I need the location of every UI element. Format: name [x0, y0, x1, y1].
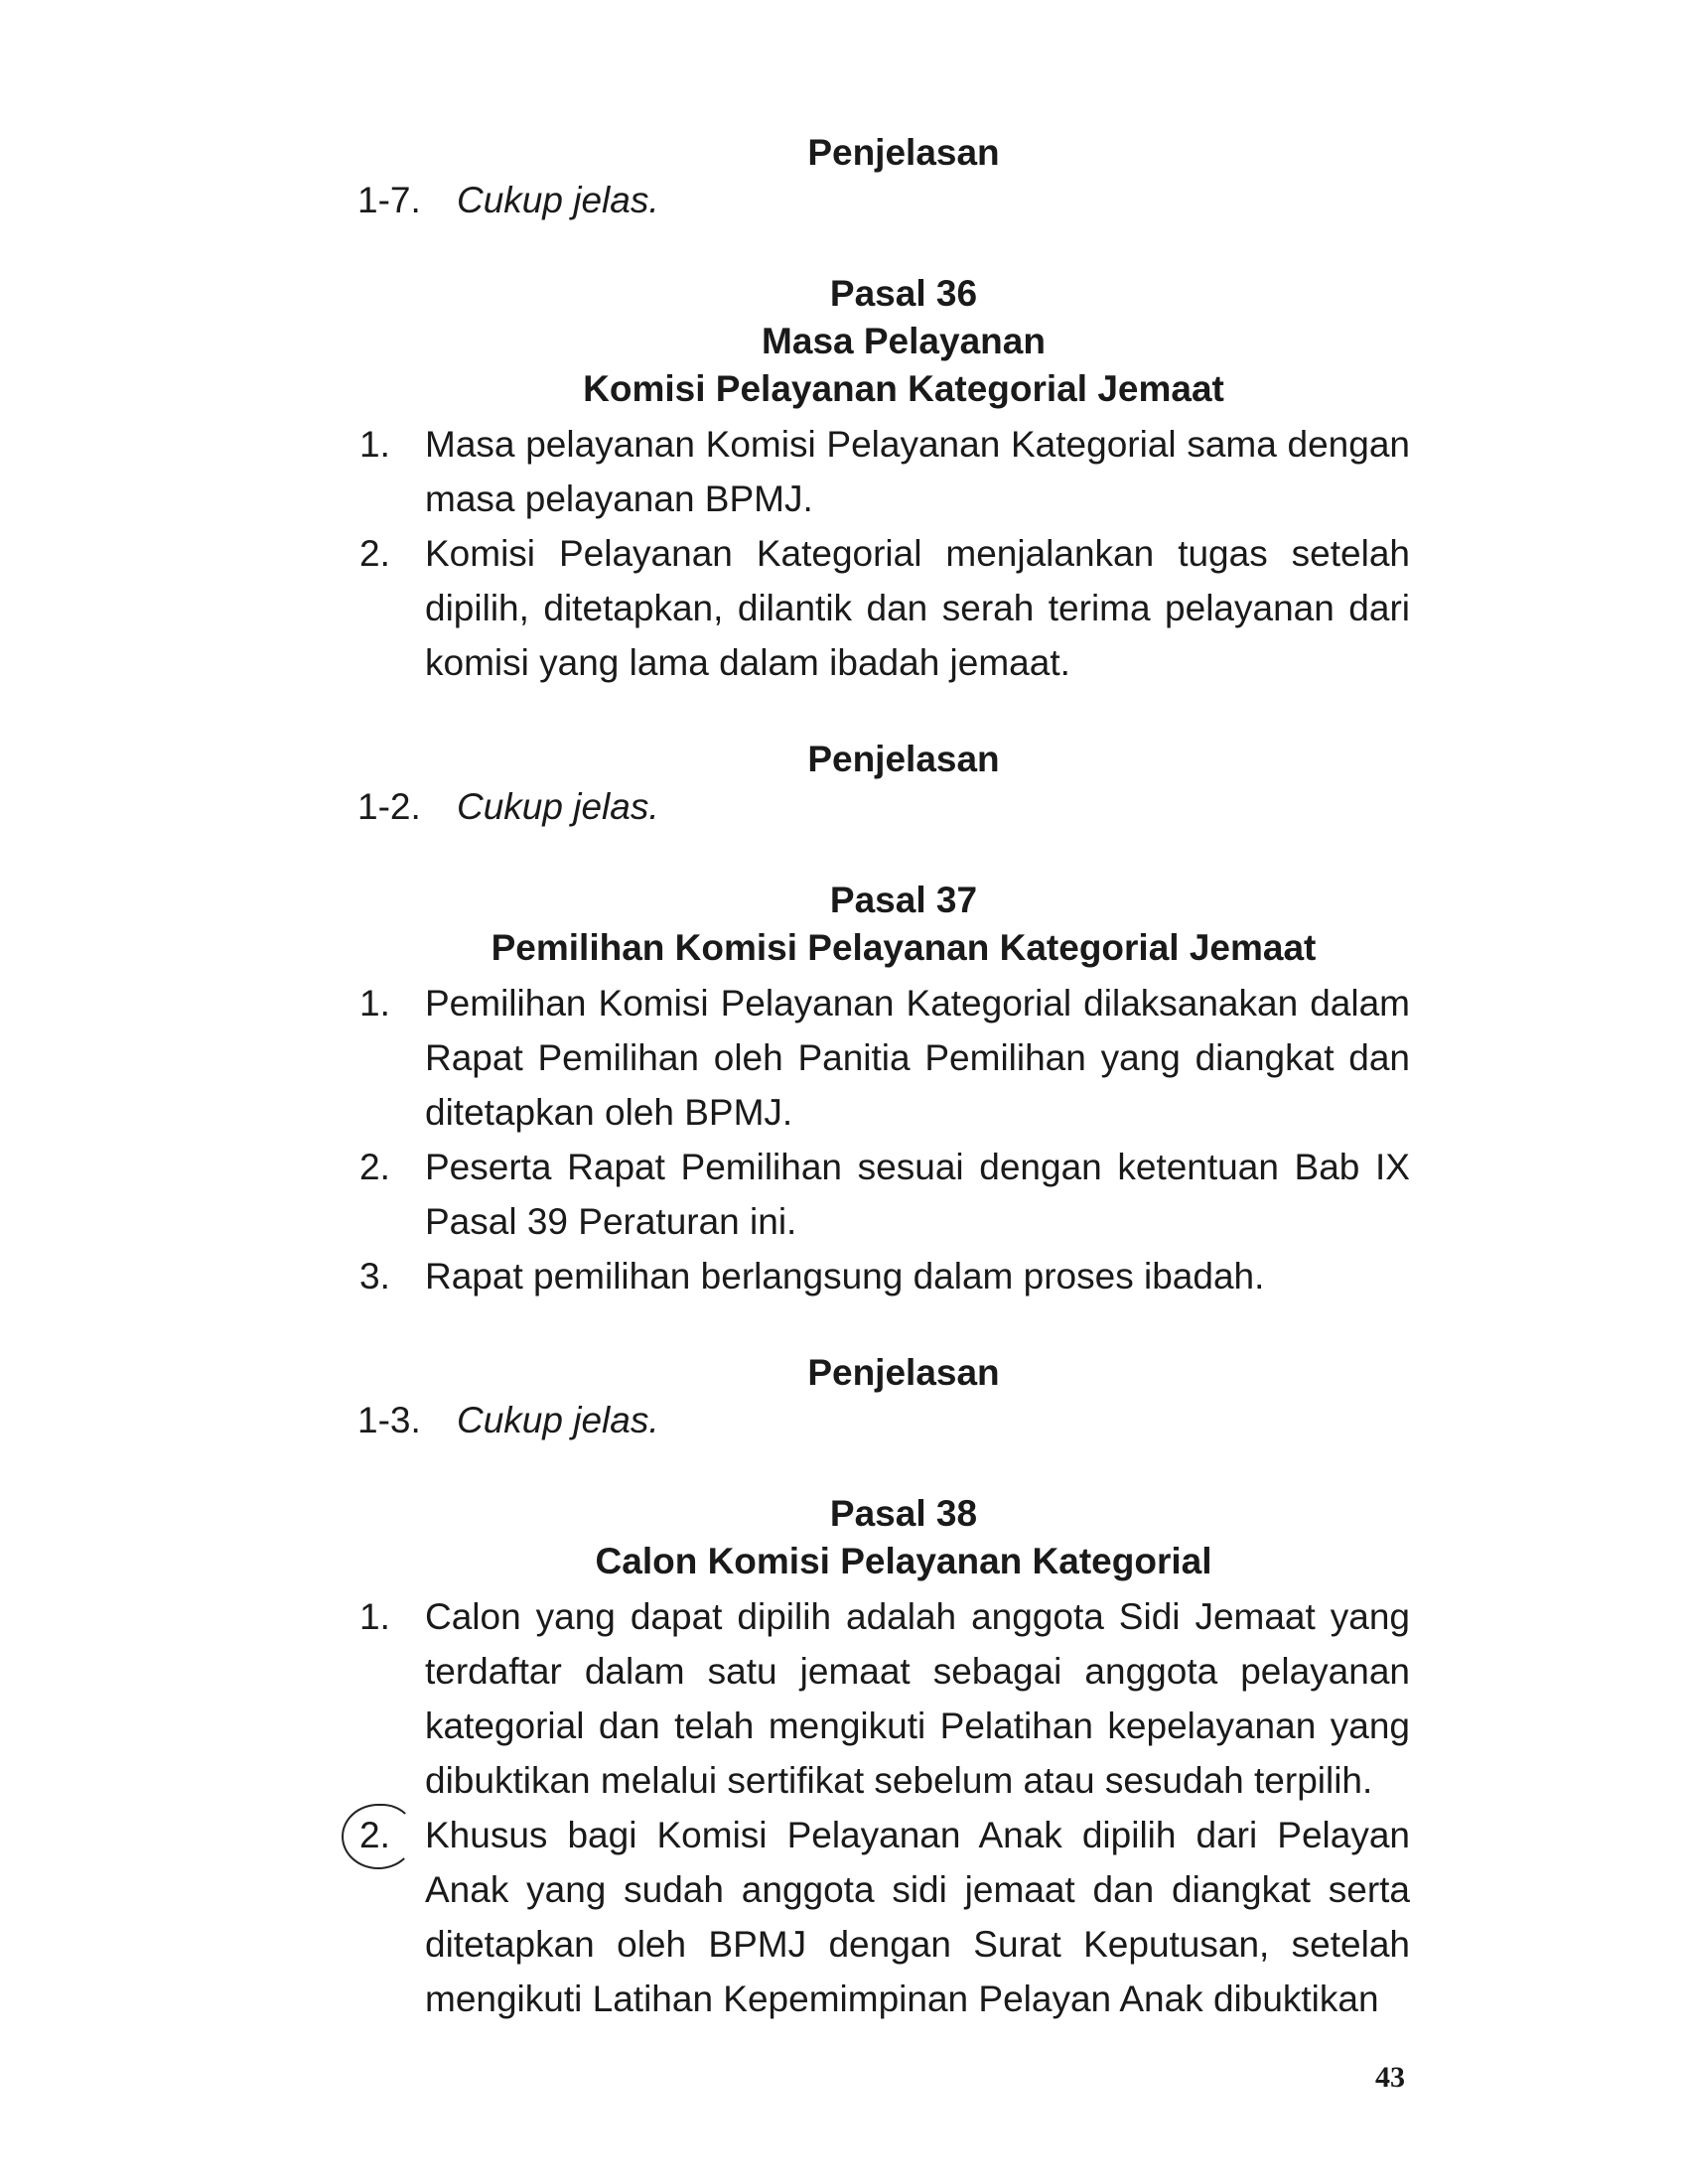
pasal-37-heading-block: [357, 877, 1410, 972]
item-number: 2.: [359, 533, 390, 574]
item-text: Rapat pemilihan berlangsung dalam proses ibadah.: [425, 1256, 1265, 1297]
list-item: [357, 417, 1410, 526]
note-number: 1-7.: [357, 180, 421, 220]
note-number: 1-2.: [357, 786, 421, 827]
pasal-38-items: [357, 1589, 1410, 2026]
pasal-37-items: [357, 976, 1410, 1303]
list-item: [357, 1808, 1410, 2026]
list-item: [357, 526, 1410, 690]
item-number: 1.: [359, 424, 390, 465]
pasal-number: Pasal 36: [829, 273, 978, 314]
item-number: 1.: [359, 983, 390, 1024]
penjelasan-note: [357, 783, 1410, 831]
list-item: [357, 976, 1410, 1140]
pasal-title: Calon Komisi Pelayanan Kategorial: [595, 1541, 1212, 1581]
pasal-title: Masa Pelayanan: [762, 321, 1046, 361]
note-number: 1-3.: [357, 1400, 421, 1440]
page-number: 43: [1375, 2061, 1405, 2094]
note-text: Cukup jelas.: [457, 786, 659, 827]
penjelasan-heading: Penjelasan: [807, 132, 1000, 173]
item-text: Masa pelayanan Komisi Pelayanan Kategorial sama dengan masa pelayanan BPMJ.: [425, 424, 1410, 519]
pasal-36-heading-block: [357, 270, 1410, 413]
penjelasan-note: [357, 1397, 1410, 1444]
document-page: [357, 129, 1410, 2026]
penjelasan-heading: Penjelasan: [807, 1352, 1000, 1393]
item-text: Khusus bagi Komisi Pelayanan Anak dipilih dari Pelayan Anak yang sudah anggota sidi jemaat dan diangkat serta ditetapkan oleh BPMJ dengan Surat Keputusan, setelah mengikuti Latihan Kepemimpinan Pelayan Anak dibuktikan: [425, 1815, 1410, 2019]
penjelasan-heading: Penjelasan: [807, 739, 1000, 779]
note-text: Cukup jelas.: [457, 180, 659, 220]
penjelasan-note: [357, 177, 1410, 224]
item-text: Peserta Rapat Pemilihan sesuai dengan ketentuan Bab IX Pasal 39 Peraturan ini.: [425, 1147, 1410, 1242]
item-text: Komisi Pelayanan Kategorial menjalankan tugas setelah dipilih, ditetapkan, dilantik dan serah terima pelayanan dari komisi yang lama dalam ibadah jemaat.: [425, 533, 1410, 683]
list-item: [357, 1249, 1410, 1303]
item-text: Calon yang dapat dipilih adalah anggota Sidi Jemaat yang terdaftar dalam satu jemaat sebagai anggota pelayanan kategorial dan telah mengikuti Pelatihan kepelayanan yang dibuktikan melalui sertifikat sebelum atau sesudah terpilih.: [425, 1596, 1410, 1801]
pasal-38-heading-block: [357, 1490, 1410, 1585]
pasal-title: Pemilihan Komisi Pelayanan Kategorial Jemaat: [491, 927, 1317, 968]
list-item: [357, 1589, 1410, 1808]
item-number: 3.: [359, 1256, 390, 1297]
item-text: Pemilihan Komisi Pelayanan Kategorial dilaksanakan dalam Rapat Pemilihan oleh Panitia Pemilihan yang diangkat dan ditetapkan oleh BPMJ.: [425, 983, 1410, 1133]
list-item: [357, 1140, 1410, 1249]
pasal-number: Pasal 37: [829, 880, 978, 920]
item-number: 1.: [359, 1596, 390, 1637]
item-number: 2.: [359, 1147, 390, 1187]
pasal-36-items: [357, 417, 1410, 690]
pasal-title: Komisi Pelayanan Kategorial Jemaat: [583, 368, 1224, 409]
note-text: Cukup jelas.: [457, 1400, 659, 1440]
pasal-number: Pasal 38: [829, 1493, 978, 1534]
item-number: 2.: [359, 1815, 390, 1855]
